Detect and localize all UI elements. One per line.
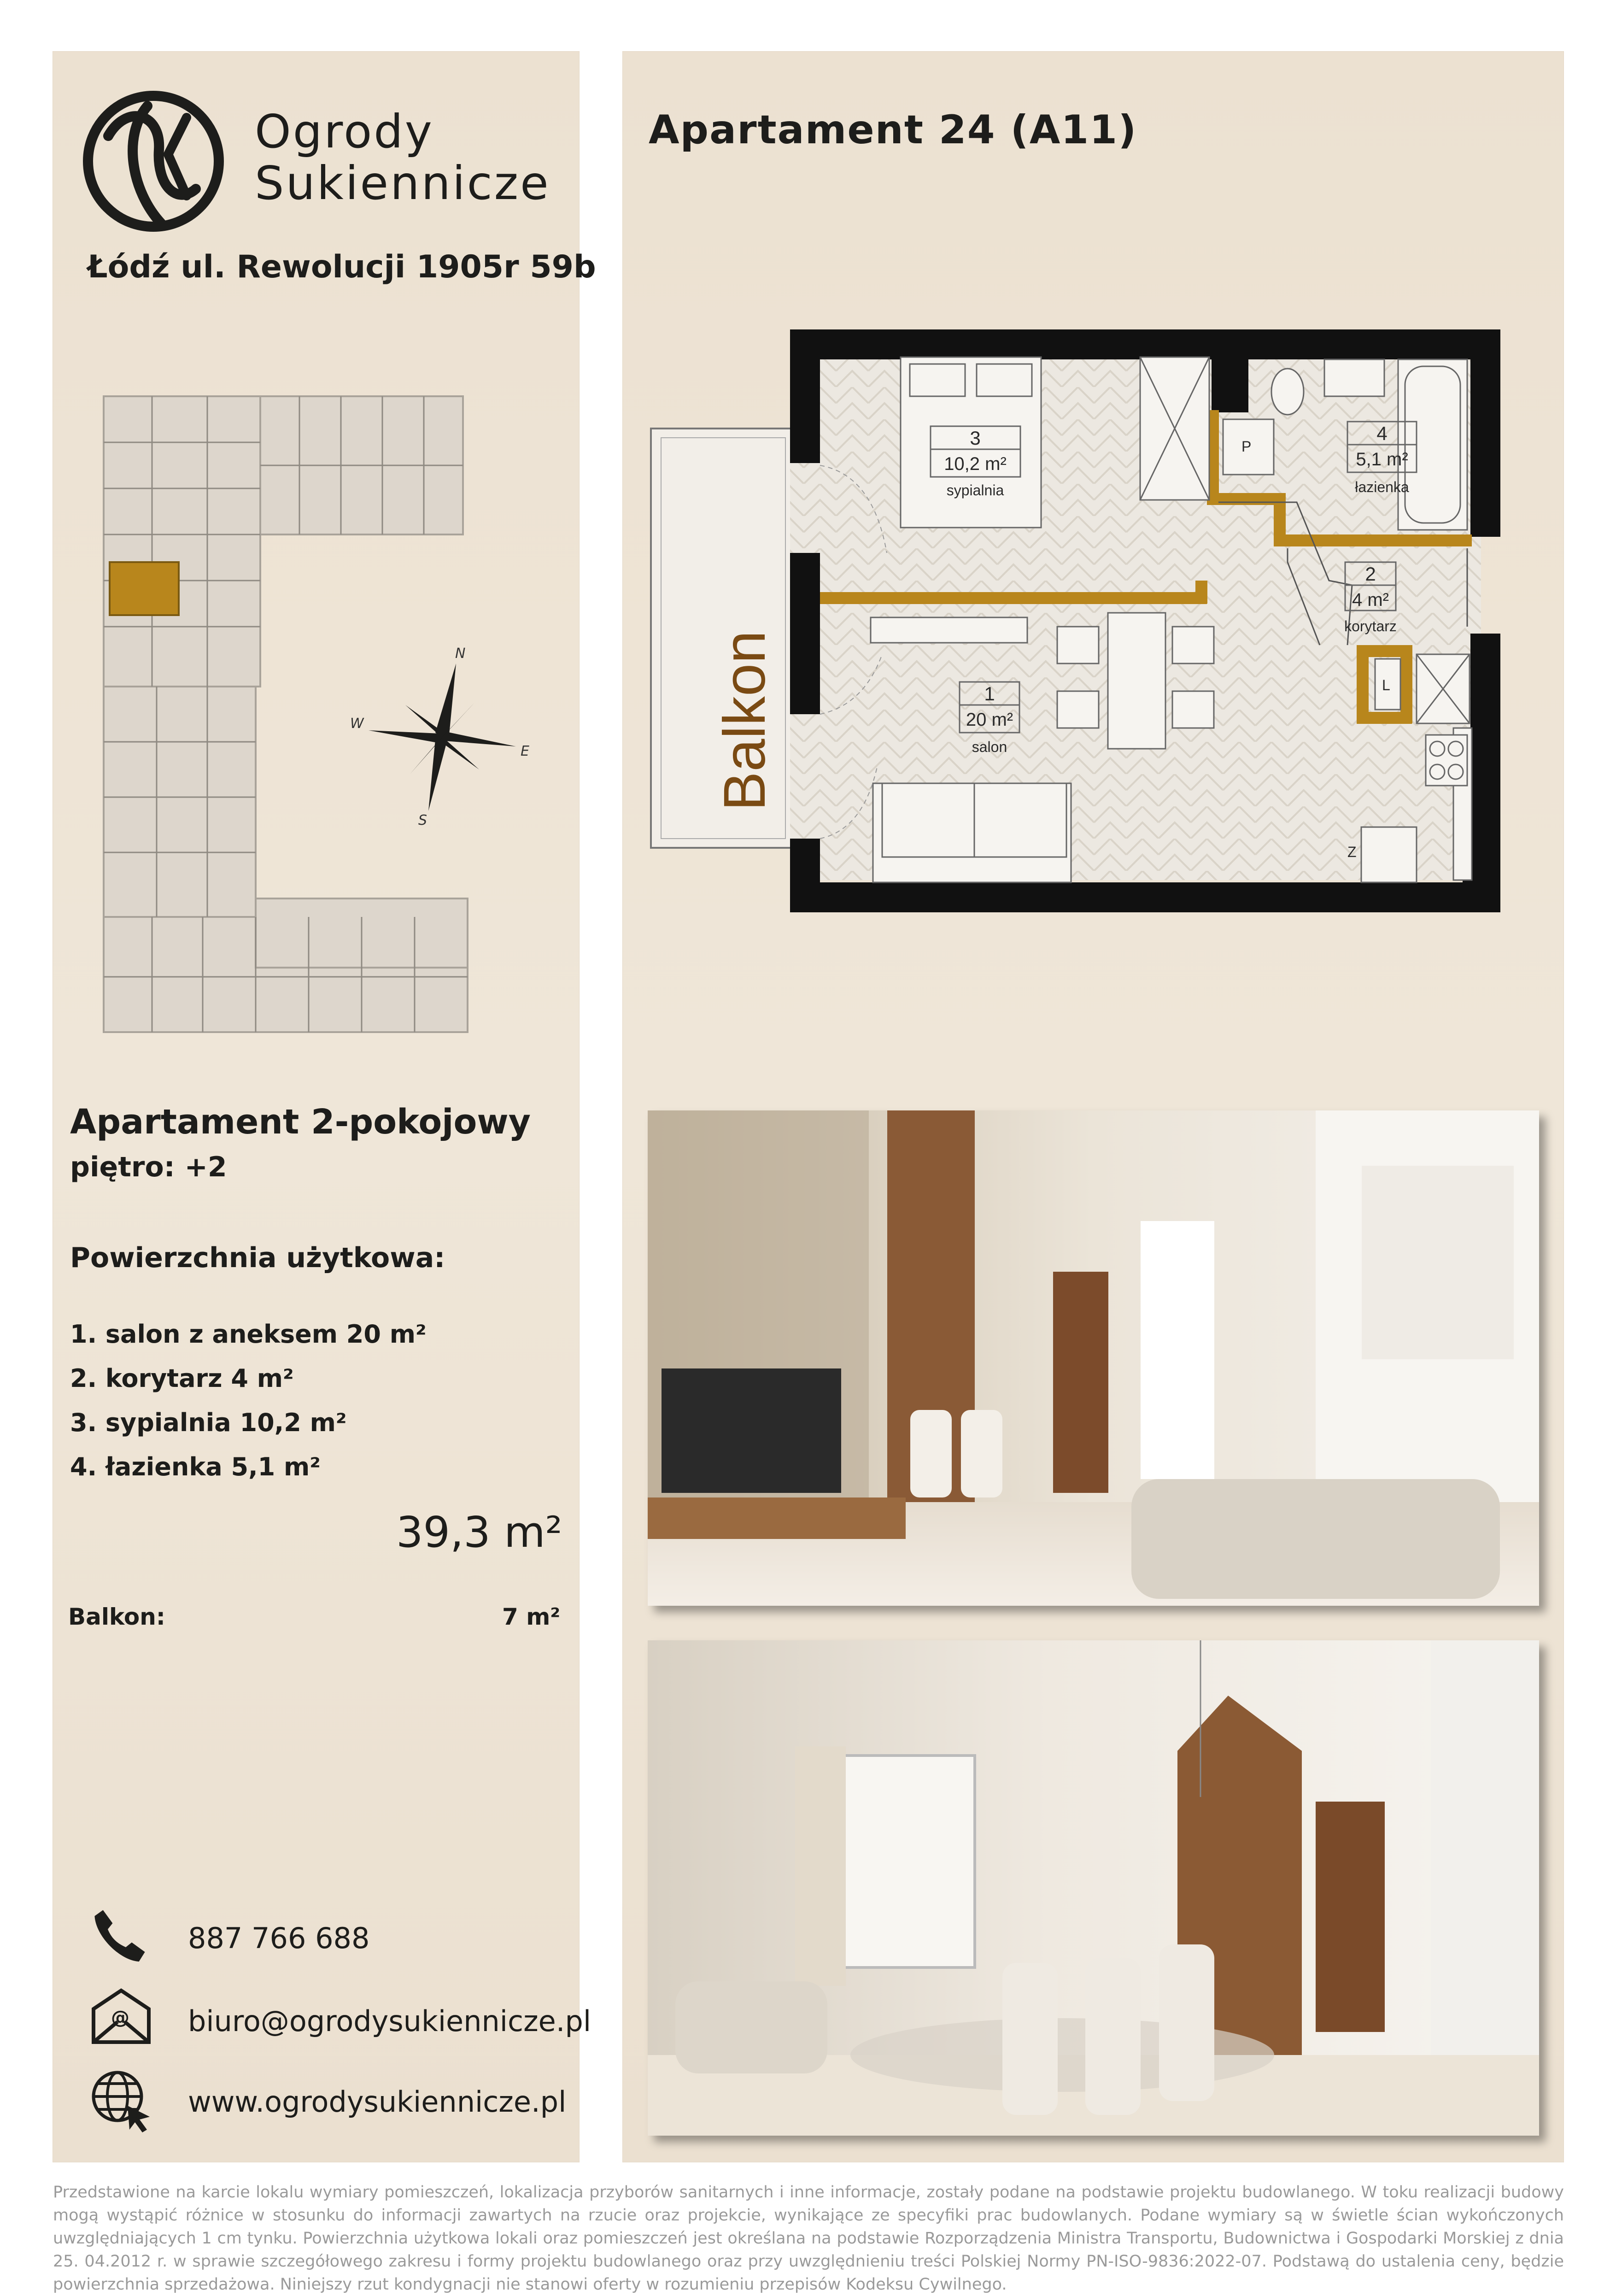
balcony-label: Balkon: — [68, 1603, 165, 1630]
balcony-value: 7 m² — [502, 1603, 561, 1630]
keyplan-highlight — [110, 562, 179, 615]
svg-text:@: @ — [111, 2007, 129, 2028]
toilet — [1271, 369, 1304, 415]
total-area: 39,3 m² — [396, 1508, 562, 1557]
svg-text:1: 1 — [984, 683, 995, 705]
room-list-item: 2. korytarz 4 m² — [70, 1364, 294, 1393]
svg-text:20 m²: 20 m² — [966, 710, 1013, 730]
svg-text:10,2 m²: 10,2 m² — [944, 454, 1007, 474]
svg-text:4: 4 — [1376, 423, 1388, 444]
room-list-item: 3. sypialnia 10,2 m² — [70, 1408, 347, 1437]
compass-s: S — [418, 812, 427, 828]
phone-number[interactable]: 887 766 688 — [188, 1921, 370, 1955]
washbasin — [1324, 359, 1384, 396]
svg-text:salon: salon — [972, 739, 1007, 755]
website-link[interactable]: www.ogrodysukiennicze.pl — [188, 2085, 567, 2119]
brand-logo — [81, 85, 228, 237]
interior-render-dining-room — [648, 1640, 1539, 2136]
balcony-plan-label: Balkon — [712, 630, 778, 811]
svg-text:4 m²: 4 m² — [1352, 590, 1389, 610]
svg-text:5,1 m²: 5,1 m² — [1356, 449, 1408, 470]
floor-plan — [643, 323, 1546, 922]
svg-text:2: 2 — [1365, 563, 1376, 585]
apartment-floor: piętro: +2 — [70, 1151, 227, 1183]
marker-p: P — [1241, 438, 1252, 455]
phone-icon — [90, 1905, 150, 1965]
compass-e: E — [521, 743, 529, 759]
brand-name-line2: Sukiennicze — [255, 156, 550, 210]
marker-l: L — [1382, 677, 1390, 693]
compass-icon — [341, 636, 544, 839]
email-link[interactable]: biuro@ogrodysukiennicze.pl — [188, 2004, 591, 2038]
bedroom-wall — [820, 592, 1207, 604]
email-icon — [89, 1986, 153, 2046]
dining-table — [1108, 613, 1165, 749]
brand-name-line1: Ogrody — [255, 105, 434, 159]
tv-cabinet — [871, 617, 1027, 643]
compass-w: W — [350, 716, 364, 732]
area-heading: Powierzchnia użytkowa: — [70, 1242, 445, 1274]
room-list-item: 1. salon z aneksem 20 m² — [70, 1320, 427, 1349]
legal-disclaimer: Przedstawione na karcie lokalu wymiary pomieszczeń, lokalizacja przyborów sanitarnych i inne informacje, zostały podane na podstawie projektu budowlanego. W toku realizacji budowy mogą wystąpić różnice w stosunku do informacji zawartych na rzucie oraz projekcie, wynikające ze specyfiki prac budowlanych. Podane wymiary są w świetle ścian wykończonych uwzględniających 1 cm tynku. Powierzchnia użytkowa lokali oraz pomieszczeń jest określana na podstawie Rozporządzenia Ministra Transportu, Budownictwa i Gospodarki Morskiej z dnia 25. 04.2012 r. w sprawie szczegółowego zakresu i formy projektu budowlanego oraz przy uwzględnieniu treści Polskiej Normy PN-ISO-9836:2022-07. Podstawą do ustalenia ceny, będzie powierzchnia sprzedażowa. Niniejszy rzut kondygnacji nie stanowi oferty w rozumieniu przepisów Kodeksu Cywilnego. — [53, 2183, 1564, 2294]
svg-text:3: 3 — [970, 427, 981, 449]
room-list — [70, 1312, 427, 1489]
svg-text:sypialnia: sypialnia — [946, 482, 1004, 499]
room-list-item: 4. łazienka 5,1 m² — [70, 1452, 321, 1481]
address: Łódź ul. Rewolucji 1905r 59b — [88, 249, 596, 285]
apartment-type: Apartament 2-pokojowy — [70, 1102, 531, 1142]
svg-text:łazienka: łazienka — [1355, 479, 1409, 495]
svg-text:korytarz: korytarz — [1344, 618, 1397, 634]
sink — [1361, 827, 1417, 882]
cooktop — [1426, 735, 1467, 786]
marker-z: Z — [1347, 844, 1357, 860]
globe-icon — [90, 2069, 154, 2133]
compass-n: N — [455, 646, 466, 662]
apartment-title: Apartament 24 (A11) — [649, 107, 1137, 153]
interior-render-living-room — [648, 1110, 1539, 1606]
